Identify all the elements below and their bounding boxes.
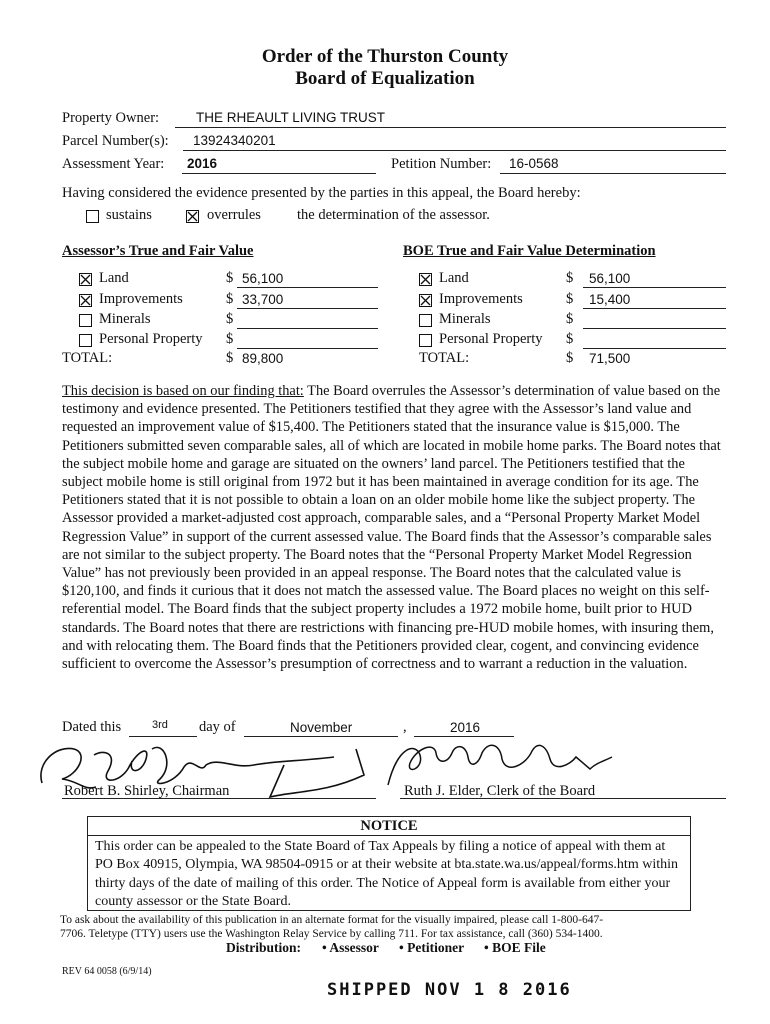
assessor-improvements-currency: $ [226,291,234,307]
petition-underline [500,173,726,174]
assessor-total-value: 89,800 [242,351,284,366]
assessor-minerals-label: Minerals [99,311,151,327]
assessor-land-underline [237,287,378,288]
owner-value: THE RHEAULT LIVING TRUST [196,110,386,125]
x-mark-icon [187,211,198,222]
boe-personal-property-checkbox[interactable] [419,334,432,347]
year-label: Assessment Year: [62,156,165,172]
assessor-minerals-currency: $ [226,311,234,327]
findings-lead: This decision is based on our finding that: [62,383,304,399]
x-mark-icon [80,274,91,285]
boe-minerals-currency: $ [566,311,574,327]
assessor-improvements-label: Improvements [99,291,183,307]
boe-header: BOE True and Fair Value Determination [403,243,656,259]
year-underline [182,173,376,174]
boe-minerals-checkbox[interactable] [419,314,432,327]
boe-minerals-underline [583,328,726,329]
parcel-underline [183,150,726,151]
distribution-item-assessor: • Assessor [322,940,379,955]
assessor-improvements-underline [237,308,378,309]
parcel-label: Parcel Number(s): [62,133,169,149]
boe-total-label: TOTAL: [419,350,470,366]
assessor-personal-property-checkbox[interactable] [79,334,92,347]
dated-prefix: Dated this [62,719,122,735]
petition-value: 16-0568 [509,156,559,171]
distribution-item-boe-file: • BOE File [484,940,546,955]
boe-improvements-checkbox[interactable] [419,294,432,307]
dated-day-of: day of [199,719,236,735]
boe-minerals-label: Minerals [439,311,491,327]
assessor-land-checkbox[interactable] [79,273,92,286]
chair-name: Robert B. Shirley, Chairman [64,783,230,799]
assessor-personal-property-currency: $ [226,331,234,347]
boe-personal-property-currency: $ [566,331,574,347]
dated-month: November [290,720,353,735]
decision-suffix: the determination of the assessor. [297,207,490,223]
boe-land-label: Land [439,270,469,286]
form-id: REV 64 0058 (6/9/14) [62,966,152,977]
notice-title: NOTICE [360,818,418,834]
petition-label: Petition Number: [391,156,492,172]
owner-underline [175,127,726,128]
findings-paragraph [62,382,726,673]
assessor-personal-property-underline [237,348,378,349]
overrules-checkbox[interactable] [186,210,199,223]
x-mark-icon [420,295,431,306]
boe-land-currency: $ [566,270,574,286]
assessor-minerals-checkbox[interactable] [79,314,92,327]
boe-land-underline [583,287,726,288]
document-title: Order of the Thurston County [261,46,509,67]
findings-body: The Board overrules the Assessor’s determination of value based on the testimony and evidence presented. The Petitioners testified that they agree with the Assessor’s land value and requested an improvement value of $15,400. The Petitioners stated that the insurance value is $15,000. The Petitioners submitted seven comparable sales, all of which are located in mobile home parks. The Board notes that the subject mobile home and garage are situated on the owners’ land parcel. The Petitioners testified that the subject mobile home is still original from 1972 but it has been maintained in average condition for its age. The Petitioners stated that it is not possible to obtain a loan on an older mobile home like the subject property. The Assessor provided a market-adjusted cost approach, comparable sales, and a “Personal Property Market Model Regression Value” in support of the current assessed value. The Board finds that the Assessor’s comparable sales are not similar to the subject property. The Board notes that the “Personal Property Market Model Regression Value” has not previously been provided in an appeal response. The Board notes that the calculated value is $120,100, and finds it curious that it does not match the assessed value. The Board places no weight on this self-referential model. The Board finds that the subject property includes a 1972 mobile home, built prior to HUD standards. The Board notes that there are restrictions with financing pre-HUD mobile homes, with insuring them, and with relocating them. The Board finds that the Petitioners provided clear, cogent, and convincing evidence sufficient to overcome the Assessor’s presumption of correctness and to warrant a reduction in the valuation. [62,383,721,673]
assessor-header: Assessor’s True and Fair Value [62,243,254,259]
boe-improvements-currency: $ [566,291,574,307]
x-mark-icon [80,295,91,306]
decision-intro: Having considered the evidence presented by the parties in this appeal, the Board hereby: [62,185,581,201]
assessor-land-currency: $ [226,270,234,286]
clerk-name: Ruth J. Elder, Clerk of the Board [404,783,596,799]
dated-day: 3rd [152,719,168,731]
boe-improvements-label: Improvements [439,291,523,307]
sustains-checkbox[interactable] [86,210,99,223]
boe-land-value: 56,100 [589,271,631,286]
owner-label: Property Owner: [62,110,160,126]
notice-divider [87,835,691,836]
assessor-total-label: TOTAL: [62,350,113,366]
dated-year: 2016 [450,720,481,735]
boe-total-currency: $ [566,350,574,366]
boe-improvements-value: 15,400 [589,292,631,307]
assessor-land-label: Land [99,270,129,286]
assessor-minerals-underline [237,328,378,329]
notice-body: This order can be appealed to the State Board of Tax Appeals by filing a notice of appeal with them at PO Box 40915, Olympia, WA 98504-0915 or at their website at bta.state.wa.us/appeal/forms.htm within thirty days of the date of mailing of this order. The Notice of Appeal form is available from either your county assessor or the State Board. [95,839,678,909]
distribution-label: Distribution: [226,940,302,955]
assessor-improvements-value: 33,700 [242,292,284,307]
boe-improvements-underline [583,308,726,309]
sustains-label: sustains [106,207,152,223]
assessor-personal-property-label: Personal Property [99,331,203,347]
boe-total-value: 71,500 [589,351,631,366]
accessibility-line-1: To ask about the availability of this publication in an alternate format for the visually impaired, please call 1-800-647- [60,914,604,926]
boe-land-checkbox[interactable] [419,273,432,286]
distribution-item-petitioner: • Petitioner [399,940,465,955]
accessibility-line-2: 7706. Teletype (TTY) users use the Washington Relay Service by calling 711. For tax assistance, call (360) 534-1400. [60,928,603,940]
x-mark-icon [420,274,431,285]
boe-personal-property-label: Personal Property [439,331,543,347]
assessor-improvements-checkbox[interactable] [79,294,92,307]
shipped-stamp: SHIPPED NOV 1 8 2016 [327,980,572,1000]
document-subtitle: Board of Equalization [295,68,475,89]
assessor-land-value: 56,100 [242,271,284,286]
assessor-total-currency: $ [226,350,234,366]
dated-comma: , [403,719,407,735]
overrules-label: overrules [207,207,261,223]
year-value: 2016 [187,156,218,171]
boe-personal-property-underline [583,348,726,349]
parcel-value: 13924340201 [193,133,276,148]
